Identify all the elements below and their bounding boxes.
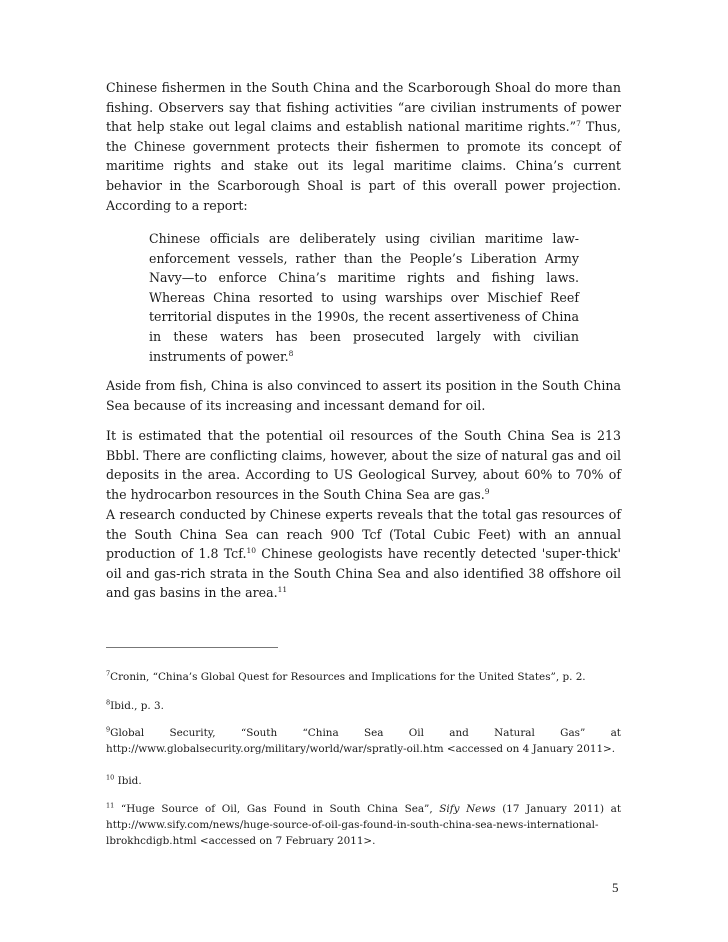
body-paragraph-2: [106, 376, 621, 415]
paragraph-3-text: It is estimated that the potential oil resources of the South China Sea is 213 Bbbl. There are conflicting claims, however, about the size of natural gas and oil deposits in the area. According to US Geological Survey, about 60% to 70% of the hydrocarbon resources in the South China Sea are gas.: [106, 428, 621, 502]
footnote-9-text: Global Security, “South “China Sea Oil and Natural Gas” at http://www.globalsecurity.org/military/world/war/spratly-oil.htm <accessed on 4 January 2011>.: [106, 727, 621, 755]
footnote-ref-9[interactable]: 9: [484, 486, 490, 496]
page-number: 5: [612, 880, 619, 895]
footnote-11-text: “Huge Source of Oil, Gas Found in South China Sea”,: [114, 803, 440, 815]
footnote-ref-10[interactable]: 10: [246, 546, 256, 555]
footnote-9: [106, 725, 621, 757]
footnote-8-text: Ibid., p. 3.: [110, 700, 164, 712]
paragraph-1-text: Chinese fishermen in the South China and the Scarborough Shoal do more than fishing. Observers say that fishing activities “are civilian instruments of power that help stake out legal claims and establish national maritime rights.”: [106, 80, 621, 135]
footnote-10-text: Ibid.: [114, 775, 142, 787]
paragraph-4-text: A research conducted by Chinese experts reveals that the total gas resources of the South China Sea can reach 900 Tcf (Total Cubic Feet) with an annual production of 1.8 Tcf.: [106, 507, 621, 562]
footnote-7-text: Cronin, “China’s Global Quest for Resources and Implications for the United States”, p. 2.: [110, 671, 586, 683]
footnote-mark-7: 7: [106, 669, 111, 678]
paragraph-4-text-after: Chinese geologists have recently detected 'super-thick' oil and gas-rich strata in the South China Sea and also identified 38 offshore oil and gas basins in the area.: [106, 546, 621, 601]
footnote-mark-8: 8: [106, 698, 111, 707]
footnote-11-source: Sify News: [439, 803, 496, 815]
paragraph-1-text-after: Thus, the Chinese government protects their fishermen to promote its concept of maritime rights and stake out its legal maritime claims. China’s current behavior in the Scarborough Shoal is part of this overall power projection. According to a report:: [106, 119, 622, 213]
footnote-ref-7[interactable]: 7: [576, 119, 581, 128]
footnote-7: [106, 669, 621, 685]
footnote-mark-11: 11: [106, 801, 115, 810]
footnote-ref-8[interactable]: 8: [288, 348, 294, 358]
body-paragraph-3: [106, 426, 621, 504]
footnote-10: [106, 773, 621, 789]
footnote-mark-10: 10: [106, 773, 115, 782]
footnote-11-text-after: (17 January 2011) at http://www.sify.com/news/huge-source-of-oil-gas-found-in-south-china-sea-news-international-lbrokhcdigb.html <accessed on 7 February 2011>.: [106, 803, 622, 847]
footnote-8: [106, 698, 621, 714]
footnote-separator: [106, 647, 278, 648]
block-quote-text: Chinese officials are deliberately using civilian maritime law-enforcement vessels, rather than the People’s Liberation Army Navy—to enforce China’s maritime rights and fishing laws. Whereas China resorted to using warships over Mischief Reef territorial disputes in the 1990s, the recent assertiveness of China in these waters has been prosecuted largely with civilian instruments of power.: [149, 231, 579, 364]
body-paragraph-1: [106, 78, 621, 215]
footnote-mark-9: 9: [106, 725, 111, 734]
footnote-11: [106, 801, 621, 849]
paragraph-2-text: Aside from fish, China is also convinced to assert its position in the South China Sea because of its increasing and incessant demand for oil.: [106, 378, 621, 413]
block-quote: [149, 229, 579, 366]
body-paragraph-4: [106, 505, 621, 603]
footnote-ref-11[interactable]: 11: [277, 585, 288, 595]
